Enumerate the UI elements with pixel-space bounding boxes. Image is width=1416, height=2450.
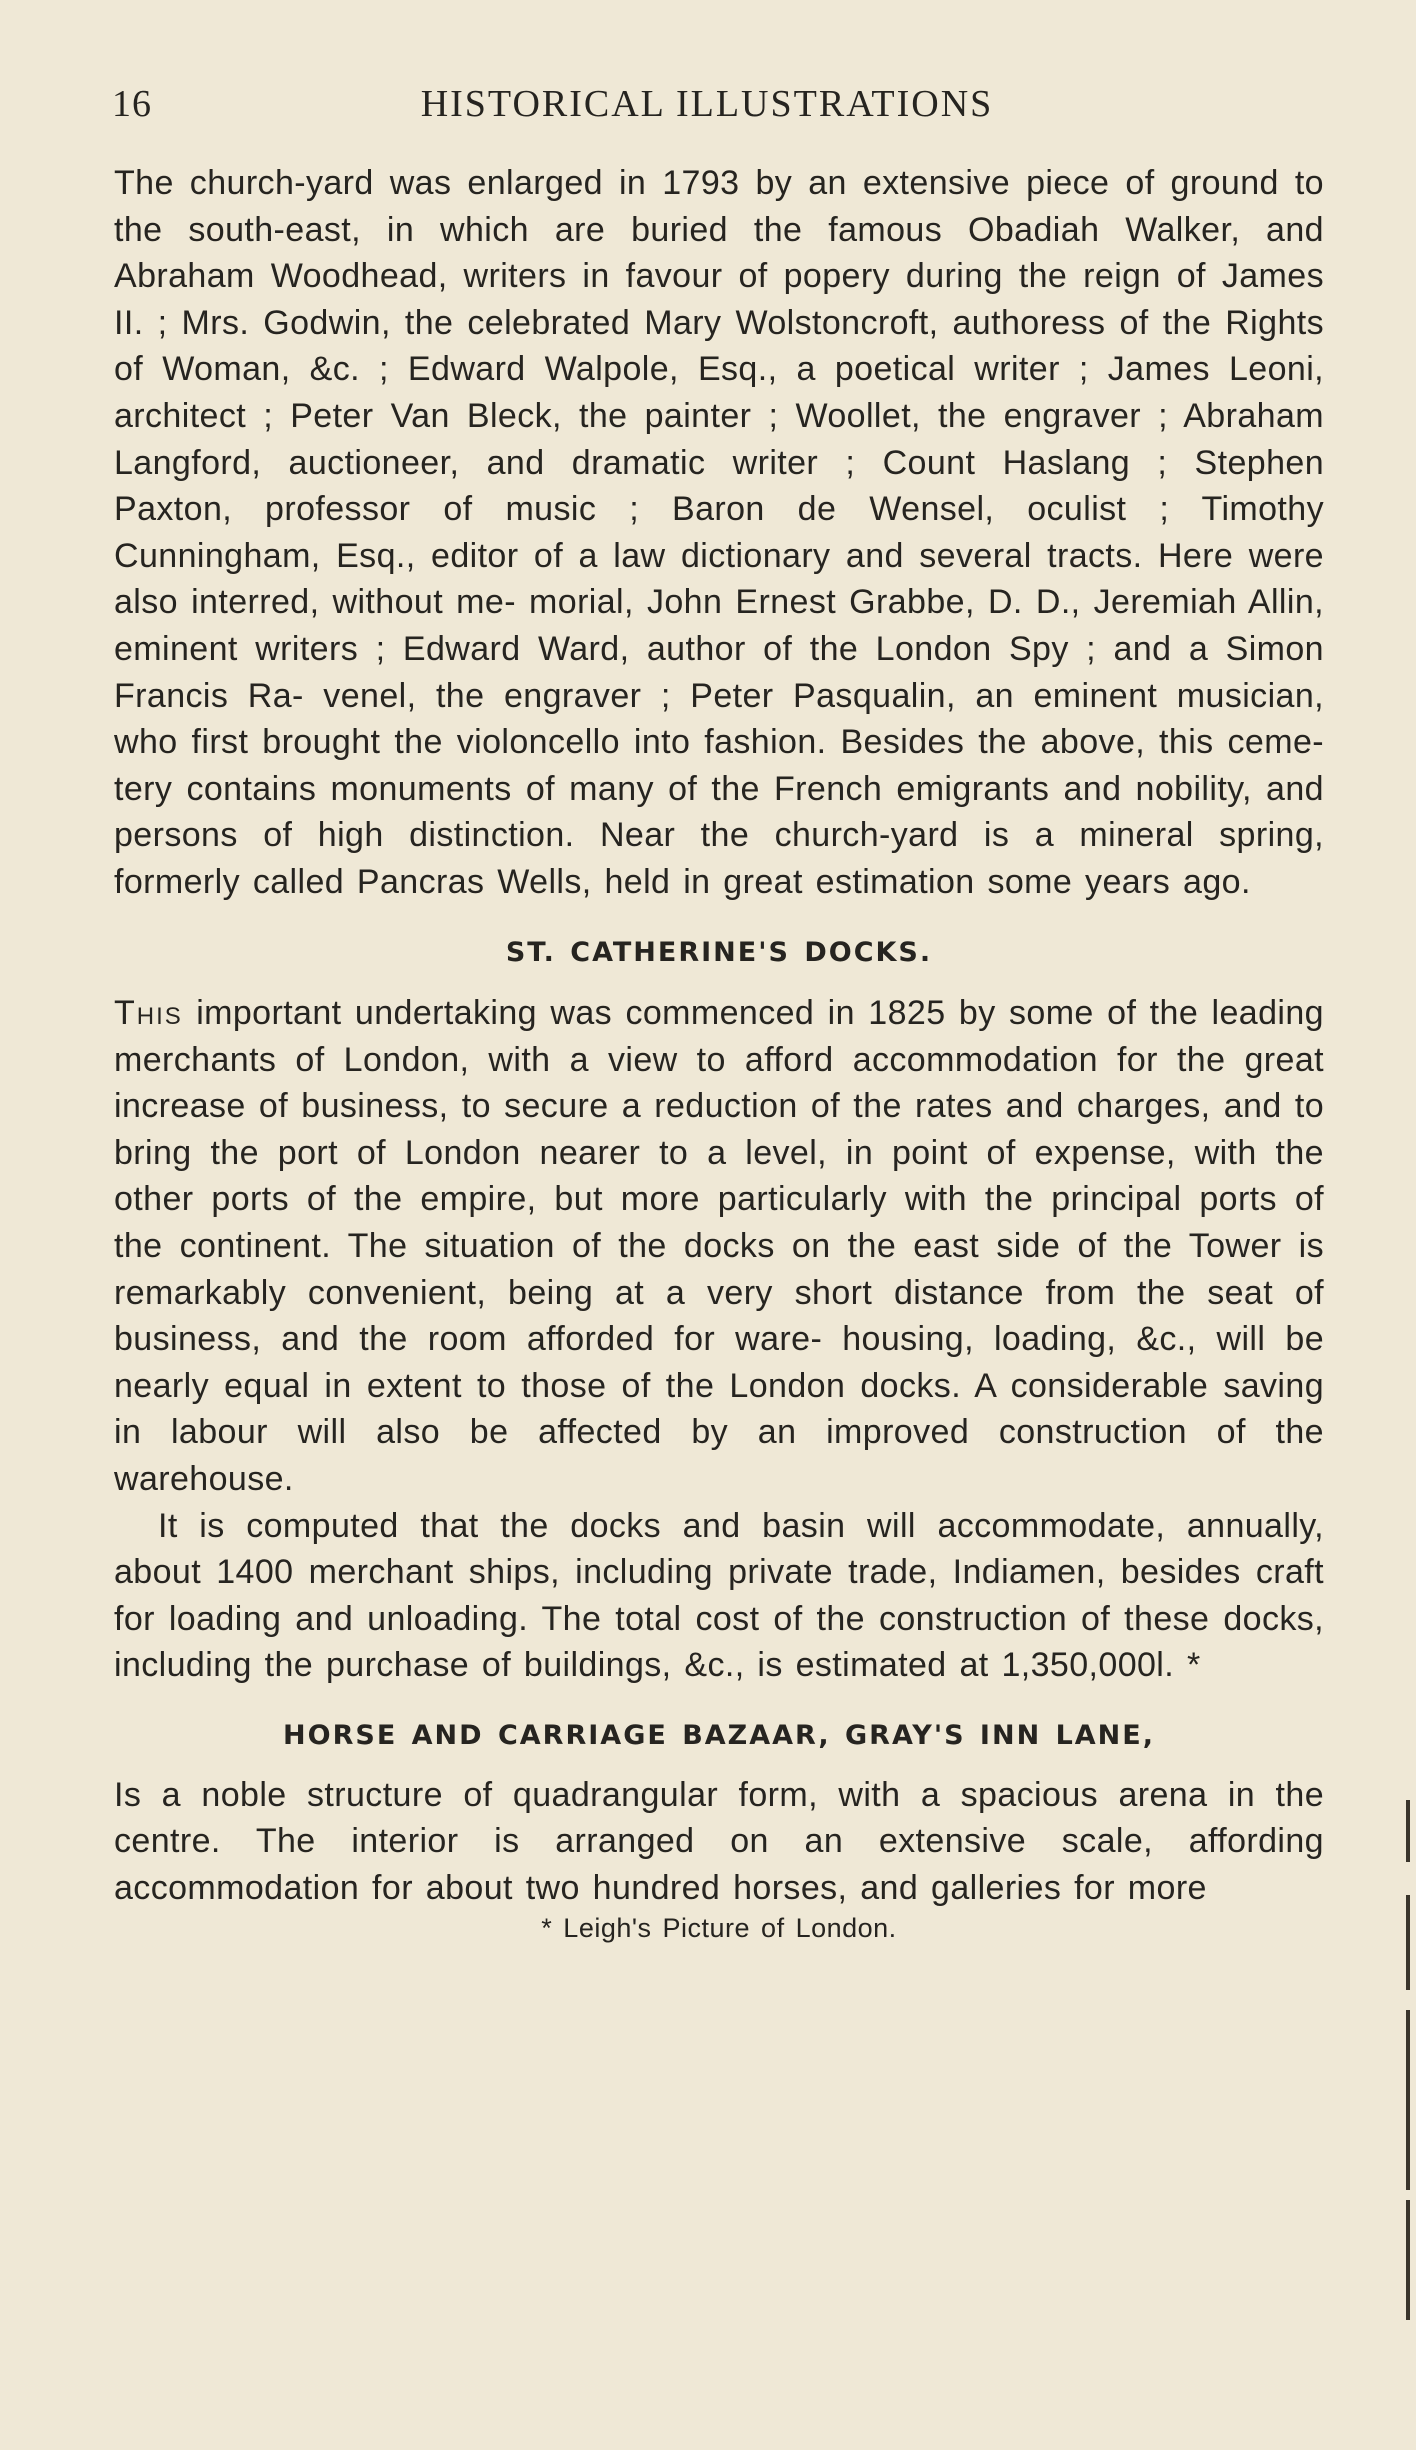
docks-lead-word: This <box>114 994 183 1033</box>
running-title: HISTORICAL ILLUSTRATIONS <box>420 83 994 125</box>
page-edge-mark <box>1406 2010 1410 2190</box>
page-edge-mark <box>1406 1895 1410 1990</box>
footnote: * Leigh's Picture of London. <box>541 1913 897 1944</box>
docks-paragraph-1 <box>114 990 1324 1503</box>
docks-paragraph-2: It is computed that the docks and basin will accommodate, annually, about 1400 merchant ships, including private trade, Indiamen, besides craft for loading and unloading. The total cost of the construction of these docks, including the purchase of buildings, &c., is estimated at 1,350,000l. * <box>114 1506 1324 1685</box>
docks-heading: ST. CATHERINE'S DOCKS. <box>505 936 933 968</box>
page-edge-mark <box>1406 1800 1410 1862</box>
bazaar-paragraph: Is a noble structure of quadrangular form, with a spacious arena in the centre. The interior is arranged on an extensive scale, affording accommodation for about two hundred horses, and galleries for more <box>114 1775 1324 1907</box>
page-body <box>114 160 1324 1945</box>
page-number: 16 <box>112 83 152 125</box>
page-edge-mark <box>1406 2200 1410 2320</box>
docks-paragraph-1-text: important undertaking was commenced in 1825 by some of the leading merchants of London, with a view to afford accommodation for the great increase of business, to secure a reduction of the rates and charges, and to bring the port of London nearer to a level, in point of expense, with the other ports of the empire, but more particularly with the principal ports of the continent. The situation of the docks on the east side of the Tower is remarkably convenient, being at a very short distance from the seat of business, and the room afforded for ware- housing, loading, &c., will be nearly equal in extent to those of the London docks. A considerable saving in labour will also be affected by an improved construction of the warehouse. <box>114 994 1324 1499</box>
bazaar-heading: HORSE AND CARRIAGE BAZAAR, GRAY'S INN LANE, <box>283 1720 1155 1751</box>
page-header <box>112 82 1302 132</box>
intro-paragraph: The church-yard was enlarged in 1793 by an extensive piece of ground to the south-east, in which are buried the famous Obadiah Walker, and Abraham Woodhead, writers in favour of popery during the reign of James II. ; Mrs. Godwin, the celebrated Mary Wolstoncroft, authoress of the Rights of Woman, &c. ; Edward Walpole, Esq., a poetical writer ; James Leoni, architect ; Peter Van Bleck, the painter ; Woollet, the engraver ; Abraham Langford, auctioneer, and dramatic writer ; Count Haslang ; Stephen Paxton, professor of music ; Baron de Wensel, oculist ; Timothy Cunningham, Esq., editor of a law dictionary and several tracts. Here were also interred, without me- morial, John Ernest Grabbe, D. D., Jeremiah Allin, eminent writers ; Edward Ward, author of the London Spy ; and a Simon Francis Ra- venel, the engraver ; Peter Pasqualin, an eminent musician, who first brought the violoncello into fashion. Besides the above, this ceme- tery contains monuments of many of the French emigrants and nobility, and persons of high distinction. Near the church-yard is a mineral spring, formerly called Pancras Wells, held in great estimation some years ago. <box>114 164 1324 901</box>
